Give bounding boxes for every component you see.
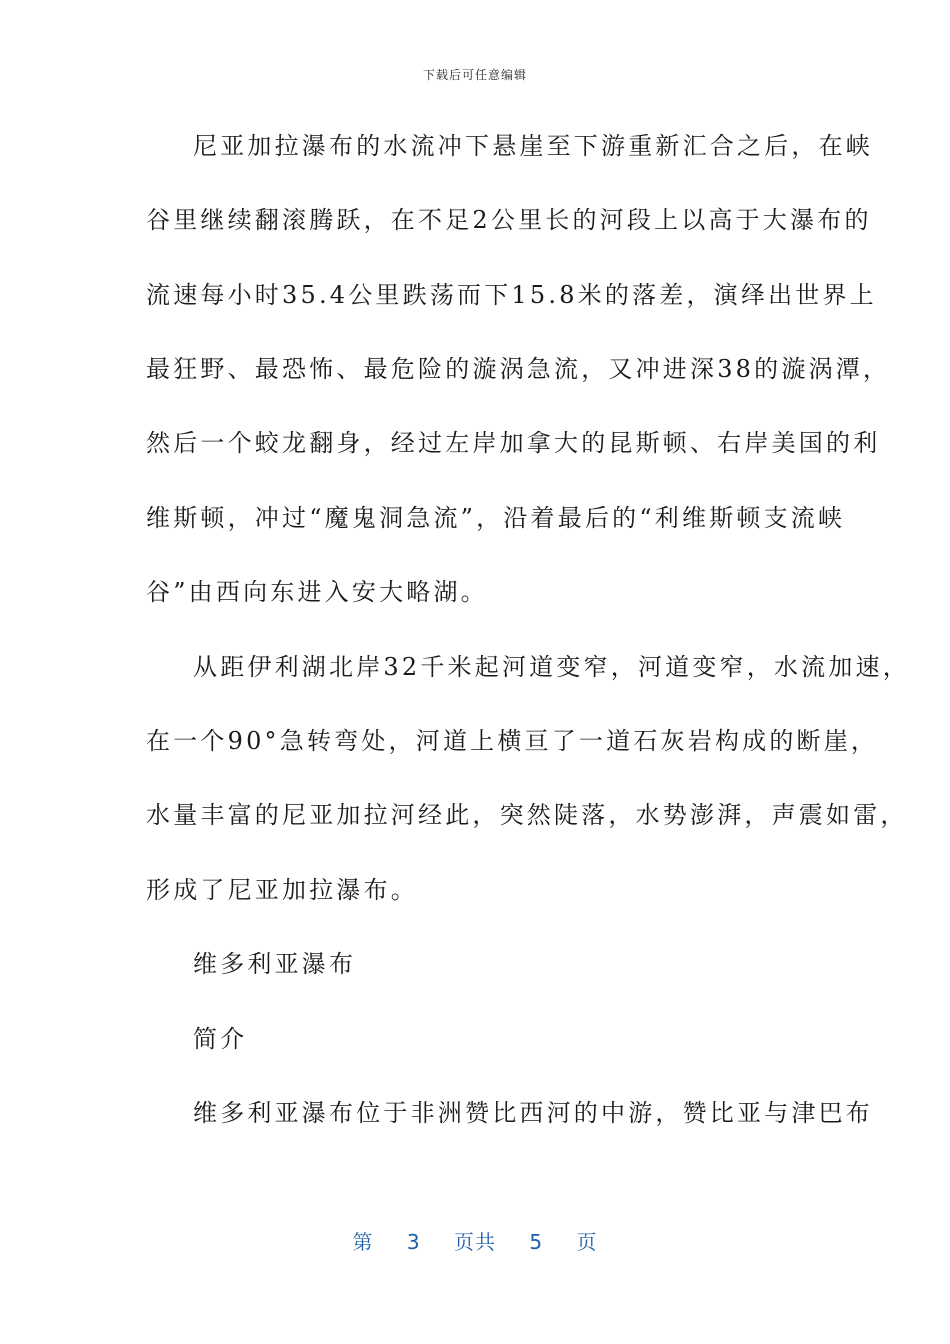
paragraph-line: 在一个90°急转弯处，河道上横亘了一道石灰岩构成的断崖， [146, 727, 879, 755]
paragraph-line: 维多利亚瀑布位于非洲赞比西河的中游，赞比亚与津巴布 [193, 1099, 873, 1127]
paragraph-line: 从距伊利湖北岸32千米起河道变窄，河道变窄，水流加速， [193, 653, 910, 681]
paragraph-line: 水量丰富的尼亚加拉河经此，突然陡落，水势澎湃，声震如雷， [146, 801, 908, 829]
footer-prefix: 第 [352, 1230, 374, 1254]
paragraph-line: 谷”由西向东进入安大略湖。 [146, 578, 488, 606]
current-page-number: 3 [406, 1230, 421, 1254]
header-note: 下载后可任意编辑 [422, 68, 527, 82]
subsection-heading: 简介 [193, 1025, 248, 1053]
section-heading: 维多利亚瀑布 [193, 950, 357, 978]
paragraph-line: 尼亚加拉瀑布的水流冲下悬崖至下游重新汇合之后，在峡 [193, 132, 873, 160]
paragraph-line: 维斯顿，冲过“魔鬼洞急流”，沿着最后的“利维斯顿支流峡 [146, 504, 846, 532]
paragraph-line: 然后一个蛟龙翻身，经过左岸加拿大的昆斯顿、右岸美国的利 [146, 429, 881, 457]
paragraph-line: 最狂野、最恐怖、最危险的漩涡急流，又冲进深38的漩涡潭， [146, 355, 891, 383]
footer-suffix: 页 [576, 1230, 598, 1254]
page-footer [0, 1226, 950, 1255]
paragraph-line: 谷里继续翻滚腾跃，在不足2公里长的河段上以高于大瀑布的 [146, 206, 872, 234]
footer-middle: 页共 [454, 1230, 496, 1254]
paragraph-line: 流速每小时35.4公里跌荡而下15.8米的落差，演绎出世界上 [146, 281, 877, 309]
total-pages-number: 5 [529, 1230, 544, 1254]
paragraph-line: 形成了尼亚加拉瀑布。 [146, 876, 418, 904]
